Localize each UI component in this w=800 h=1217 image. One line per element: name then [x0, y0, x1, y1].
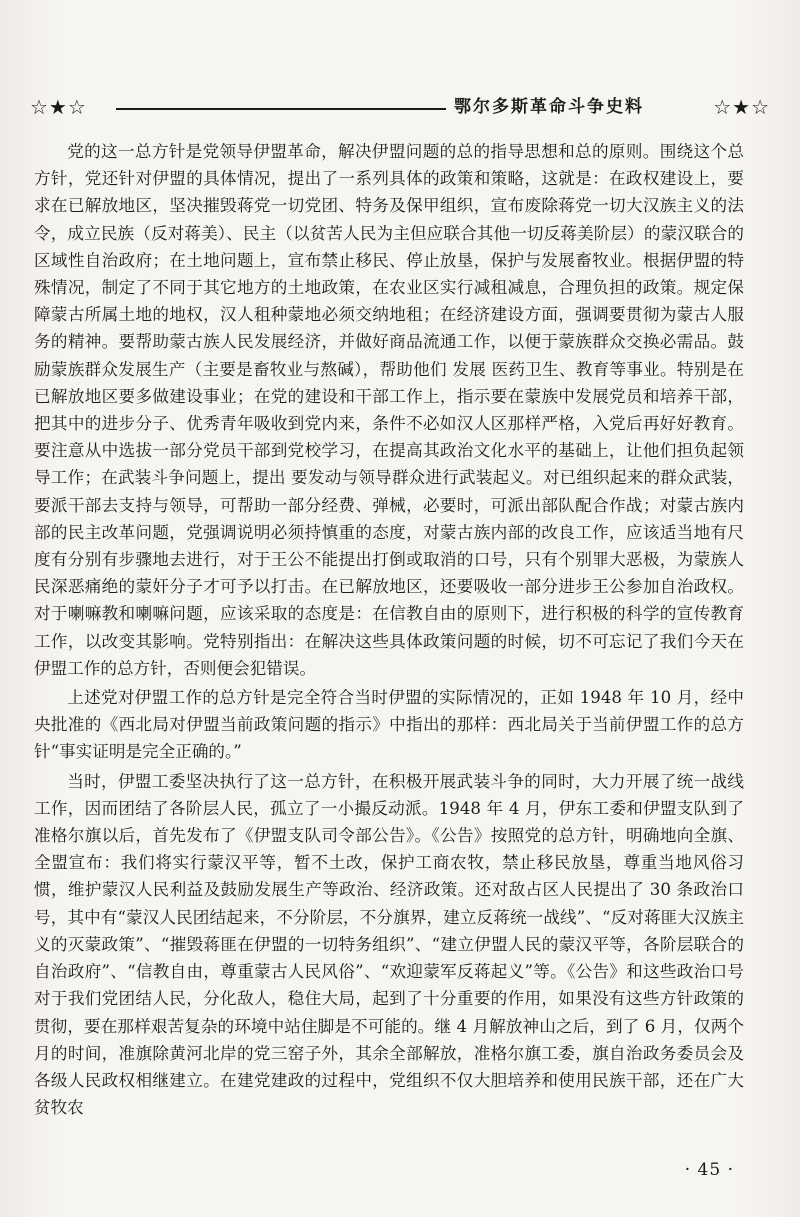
body-text [34, 138, 744, 1123]
running-title: 鄂尔多斯革命斗争史料 [454, 97, 644, 117]
page-number: · 45 · [684, 1160, 734, 1180]
header-rule [116, 108, 446, 110]
decorative-stars-left: ☆★☆ [30, 95, 87, 119]
decorative-stars-right: ☆★☆ [713, 95, 770, 119]
paragraph: 当时，伊盟工委坚决执行了这一总方针，在积极开展武装斗争的同时，大力开展了统一战线工作，因而团结了各阶层人民，孤立了一小撮反动派。1948 年 4 月，伊东工委和伊盟支队到了准格尔旗以后，首先发布了《伊盟支队司令部公告》。《公告》按照党的总方针，明确地向全旗、全盟宣布：我们将实行蒙汉平等，暂不土改，保护工商农牧，禁止移民放垦，尊重当地风俗习惯，维护蒙汉人民利益及鼓励发展生产等政治、经济政策。还对敌占区人民提出了 30 条政治口号，其中有“蒙汉人民团结起来，不分阶层，不分旗界，建立反蒋统一战线”、“反对蒋匪大汉族主义的灭蒙政策”、“摧毁蒋匪在伊盟的一切特务组织”、“建立伊盟人民的蒙汉平等，各阶层联合的自治政府”、“信教自由，尊重蒙古人民风俗”、“欢迎蒙军反蒋起义”等。《公告》和这些政治口号对于我们党团结人民，分化敌人，稳住大局，起到了十分重要的作用，如果没有这些方针政策的贯彻，要在那样艰苦复杂的环境中站住脚是不可能的。继 4 月解放神山之后，到了 6 月，仅两个月的时间，准旗除黄河北岸的党三窑子外，其余全部解放，准格尔旗工委，旗自治政务委员会及各级人民政权相继建立。在建党建政的过程中，党组织不仅大胆培养和使用民族干部，还在广大贫牧农 [34, 771, 744, 1118]
paragraph: 上述党对伊盟工作的总方针是完全符合当时伊盟的实际情况的，正如 1948 年 10 月，经中央批准的《西北局对伊盟当前政策问题的指示》中指出的那样：西北局关于当前伊盟工作的总方针“事实证明是完全正确的。” [34, 688, 744, 762]
paragraph: 党的这一总方针是党领导伊盟革命，解决伊盟问题的总的指导思想和总的原则。围绕这个总方针，党还针对伊盟的具体情况，提出了一系列具体的政策和策略，这就是：在政权建设上，要求在已解放地区，坚决摧毁蒋党一切党团、特务及保甲组织，宣布废除蒋党一切大汉族主义的法令，成立民族（反对蒋美）、民主（以贫苦人民为主但应联合其他一切反蒋美阶层）的蒙汉联合的区域性自治政府；在土地问题上，宣布禁止移民、停止放垦，保护与发展畜牧业。根据伊盟的特殊情况，制定了不同于其它地方的土地政策，在农业区实行减租减息，合理负担的政策。规定保障蒙古所属土地的地权，汉人租种蒙地必须交纳地租；在经济建设方面，强调要贯彻为蒙古人服务的精神。要帮助蒙古族人民发展经济，并做好商品流通工作，以便于蒙族群众交换必需品。鼓励蒙族群众发展生产（主要是畜牧业与熬碱），帮助他们 发展 医药卫生、教育等事业。特别是在已解放地区要多做建设事业；在党的建设和干部工作上，指示要在蒙族中发展党员和培养干部，把其中的进步分子、优秀青年吸收到党内来，条件不必如汉人区那样严格，入党后再好好教育。要注意从中选拔一部分党员干部到党校学习，在提高其政治文化水平的基础上，让他们担负起领导工作；在武装斗争问题上，提出 要发动与领导群众进行武装起义。对已组织起来的群众武装，要派干部去支持与领导，可帮助一部分经费、弹械，必要时，可派出部队配合作战；对蒙古族内部的民主改革问题，党强调说明必须持慎重的态度，对蒙古族内部的改良工作，应该适当地有尺度有分别有步骤地去进行，对于王公不能提出打倒或取消的口号，只有个别罪大恶极，为蒙族人民深恶痛绝的蒙奸分子才可予以打击。在已解放地区，还要吸收一部分进步王公参加自治政权。对于喇嘛教和喇嘛问题，应该采取的态度是：在信教自由的原则下，进行积极的科学的宣传教育工作，以改变其影响。党特别指出：在解决这些具体政策问题的时候，切不可忘记了我们今天在伊盟工作的总方针，否则便会犯错误。 [34, 142, 744, 678]
running-header [30, 92, 770, 122]
